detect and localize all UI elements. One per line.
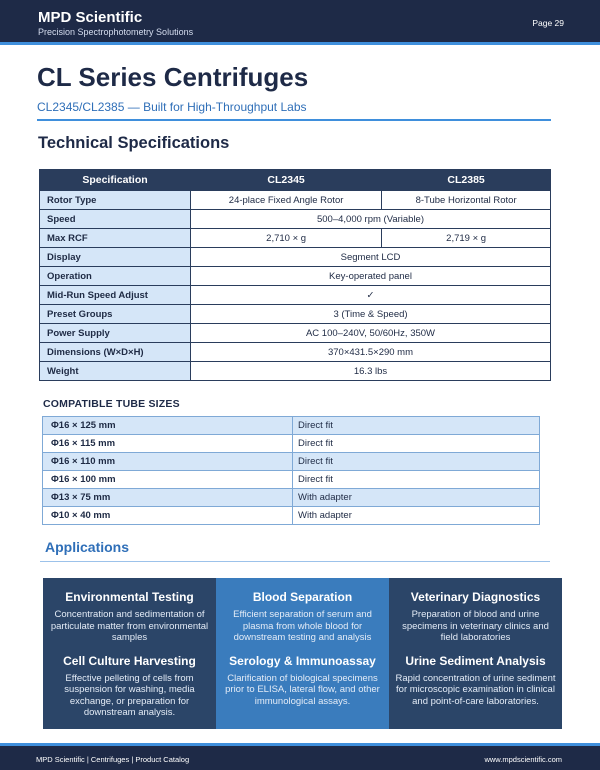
applications-divider — [40, 561, 550, 562]
tube-fit: Direct fit — [293, 453, 540, 471]
table-row — [40, 343, 551, 362]
applications-heading: Applications — [45, 539, 130, 555]
spec-label: Display — [40, 248, 191, 267]
spec-value-shared: 16.3 lbs — [191, 362, 551, 381]
spec-value-shared: 3 (Time & Speed) — [191, 305, 551, 324]
table-row — [43, 453, 540, 471]
tube-fit: Direct fit — [293, 471, 540, 489]
page-header — [0, 0, 600, 42]
page-number: Page 29 — [532, 18, 564, 28]
tube-fit: With adapter — [293, 489, 540, 507]
application-title: Cell Culture Harvesting — [63, 653, 196, 668]
check-icon: ✓ — [191, 286, 551, 305]
footer-website-link[interactable]: www.mpdscientific.com — [484, 755, 562, 764]
header-divider — [0, 42, 600, 45]
table-row — [43, 507, 540, 525]
tube-fit: With adapter — [293, 507, 540, 525]
tube-size: Φ16 × 115 mm — [43, 435, 293, 453]
application-text: Clarification of biological specimens prior to ELISA, lateral flow, and other immunological assays. — [225, 672, 380, 707]
tube-fit: Direct fit — [293, 417, 540, 435]
spec-label: Weight — [40, 362, 191, 381]
spec-value-cl2345: 24-place Fixed Angle Rotor — [191, 191, 382, 210]
spec-label: Speed — [40, 210, 191, 229]
applications-column — [389, 578, 562, 729]
application-title: Environmental Testing — [65, 590, 194, 604]
spec-label: Preset Groups — [40, 305, 191, 324]
spec-value-shared: 370×431.5×290 mm — [191, 343, 551, 362]
spec-label: Mid-Run Speed Adjust — [40, 286, 191, 305]
application-text: Efficient separation of serum and plasma from whole blood for downstream testing and analysis — [233, 609, 372, 643]
spec-table — [39, 169, 551, 381]
spec-col-specification: Specification — [40, 170, 191, 191]
tube-fit: Direct fit — [293, 435, 540, 453]
table-row — [40, 362, 551, 381]
specs-heading: Technical Specifications — [38, 134, 230, 152]
applications-column — [216, 578, 389, 729]
spec-value-cl2385: 8-Tube Horizontal Rotor — [382, 191, 551, 210]
tube-size: Φ16 × 125 mm — [43, 417, 293, 435]
application-card — [389, 590, 562, 644]
page-title: CL Series Centrifuges — [37, 62, 309, 92]
spec-label: Rotor Type — [40, 191, 191, 210]
application-card — [43, 654, 216, 719]
tube-size: Φ10 × 40 mm — [43, 507, 293, 525]
tube-sizes-table — [42, 416, 540, 525]
table-row — [43, 471, 540, 489]
spec-col-cl2385: CL2385 — [382, 170, 551, 191]
page-subtitle: CL2345/CL2385 — Built for High-Throughput Labs — [37, 100, 307, 114]
application-card — [43, 590, 216, 644]
application-text: Effective pelleting of cells from suspension for washing, media exchange, or preparation for downstream analysis. — [64, 672, 195, 718]
spec-value-shared: Key-operated panel — [191, 267, 551, 286]
applications-column — [43, 578, 216, 729]
page-footer — [0, 746, 600, 770]
application-text: Concentration and sedimentation of particulate matter from environmental samples — [50, 609, 209, 643]
tube-size: Φ13 × 75 mm — [43, 489, 293, 507]
tube-size: Φ16 × 100 mm — [43, 471, 293, 489]
brand-tagline: Precision Spectrophotometry Solutions — [38, 27, 194, 37]
application-card — [216, 590, 389, 644]
table-row — [40, 324, 551, 343]
brand-name: MPD Scientific — [38, 9, 143, 26]
spec-col-cl2345: CL2345 — [191, 170, 382, 191]
application-card — [389, 654, 562, 708]
table-row — [43, 435, 540, 453]
spec-label: Power Supply — [40, 324, 191, 343]
footer-breadcrumb: MPD Scientific | Centrifuges | Product Catalog — [36, 755, 190, 764]
spec-value-cl2385: 2,719 × g — [382, 229, 551, 248]
title-divider — [37, 119, 551, 121]
spec-value-cl2345: 2,710 × g — [191, 229, 382, 248]
table-row — [40, 229, 551, 248]
spec-value-shared: 500–4,000 rpm (Variable) — [191, 210, 551, 229]
spec-header-row — [40, 170, 551, 191]
spec-value-shared: AC 100–240V, 50/60Hz, 350W — [191, 324, 551, 343]
table-row — [40, 267, 551, 286]
table-row — [43, 489, 540, 507]
table-row — [40, 191, 551, 210]
tube-sizes-heading: COMPATIBLE TUBE SIZES — [43, 398, 180, 410]
application-title: Urine Sediment Analysis — [405, 653, 546, 668]
table-row — [40, 286, 551, 305]
spec-label: Dimensions (W×D×H) — [40, 343, 191, 362]
table-row — [40, 248, 551, 267]
application-text: Preparation of blood and urine specimens in veterinary clinics and field laboratories — [402, 609, 549, 643]
applications-grid — [43, 578, 562, 729]
application-title: Serology & Immunoassay — [229, 653, 376, 668]
table-row — [43, 417, 540, 435]
application-text: Rapid concentration of urine sediment for microscopic examination in clinical and point-of-care laboratories. — [395, 672, 556, 707]
spec-label: Operation — [40, 267, 191, 286]
table-row — [40, 305, 551, 324]
table-row — [40, 210, 551, 229]
application-title: Veterinary Diagnostics — [410, 590, 541, 604]
tube-size: Φ16 × 110 mm — [43, 453, 293, 471]
spec-label: Max RCF — [40, 229, 191, 248]
application-title: Blood Separation — [252, 590, 353, 604]
spec-value-shared: Segment LCD — [191, 248, 551, 267]
application-card — [216, 654, 389, 708]
